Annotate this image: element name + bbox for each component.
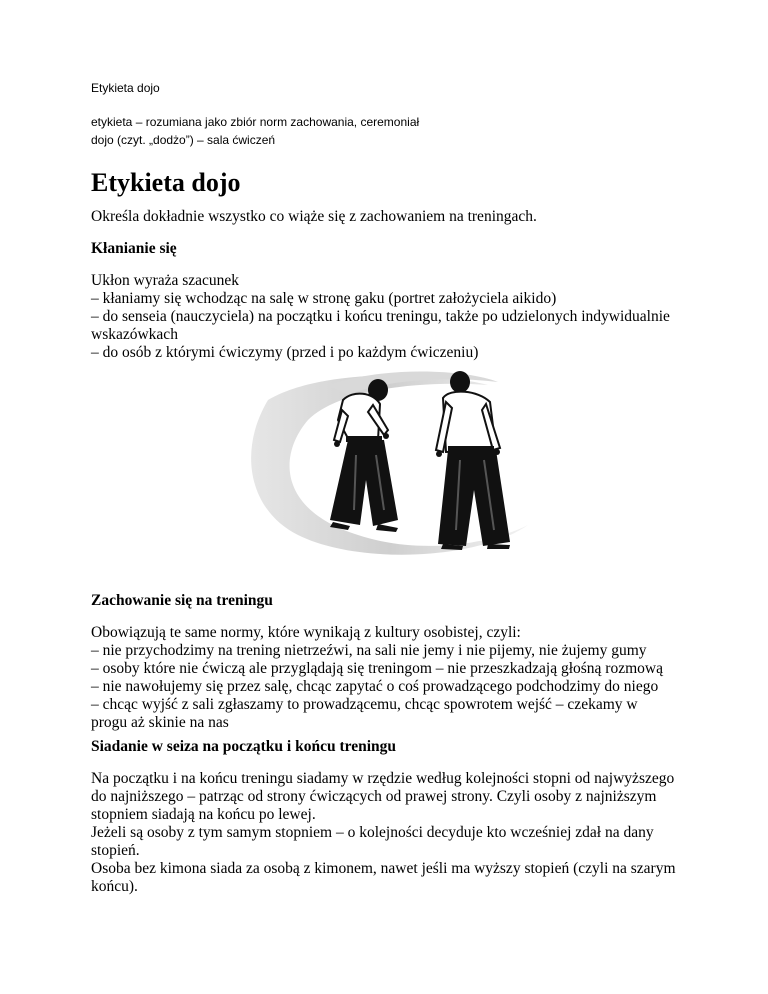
left-figure [330,379,398,532]
text-line: – do senseia (nauczyciela) na początku i końcu treningu, także po udzielonych indywidualnie [91,308,670,325]
text-line: stopniem siadają na końcu po lewej. [91,806,316,823]
definition-etykieta: etykieta – rozumiana jako zbiór norm zachowania, ceremoniał [91,115,420,129]
text-line: Ukłon wyraża szacunek [91,272,240,289]
right-figure [436,371,510,550]
section-heading-bowing: Kłanianie się [91,240,177,257]
main-heading: Etykieta dojo [91,168,241,197]
text-line: stopień. [91,842,140,859]
text-line: – kłaniamy się wchodząc na salę w stronę gaku (portret założyciela aikido) [91,290,557,307]
section-body-bowing [91,272,691,362]
text-line: Osoba bez kimona siada za osobą z kimonem, nawet jeśli ma wyższy stopień (czyli na szarym [91,860,676,877]
text-line: Jeżeli są osoby z tym samym stopniem – o kolejności decyduje kto wcześniej zdał na dany [91,824,654,841]
text-line: końcu). [91,878,138,895]
text-line: – do osób z którymi ćwiczymy (przed i po każdym ćwiczeniu) [91,344,479,361]
section-body-seiza [91,770,691,896]
text-line: – chcąc wyjść z sali zgłaszamy to prowadzącemu, chcąc spowrotem wejść – czekamy w [91,696,638,713]
section-heading-seiza: Siadanie w seiza na początku i końcu treningu [91,738,397,755]
document-title-small: Etykieta dojo [91,81,160,95]
text-line: Obowiązują te same normy, które wynikają z kultury osobistej, czyli: [91,624,521,641]
text-line: wskazówkach [91,326,178,343]
bowing-aikidoka-illustration [238,360,538,560]
text-line: – osoby które nie ćwiczą ale przyglądają się treningom – nie przeszkadzają głośną rozmową [91,660,663,677]
text-line: Na początku i na końcu treningu siadamy w rzędzie według kolejności stopni od najwyższego [91,770,675,787]
text-line: progu aż skinie na nas [91,714,229,731]
intro-paragraph: Określa dokładnie wszystko co wiąże się z zachowaniem na treningach. [91,208,537,225]
definition-dojo: dojo (czyt. „dodżo”) – sala ćwiczeń [91,133,276,147]
text-line: – nie nawołujemy się przez salę, chcąc zapytać o coś prowadzącego podchodzimy do niego [91,678,659,695]
section-body-behavior [91,624,691,732]
text-line: – nie przychodzimy na trening nietrzeźwi, na sali nie jemy i nie pijemy, nie żujemy gumy [91,642,647,659]
section-heading-behavior: Zachowanie się na treningu [91,592,273,609]
text-line: do najniższego – patrząc od strony ćwiczących od prawej strony. Czyli osoby z najniższym [91,788,657,805]
